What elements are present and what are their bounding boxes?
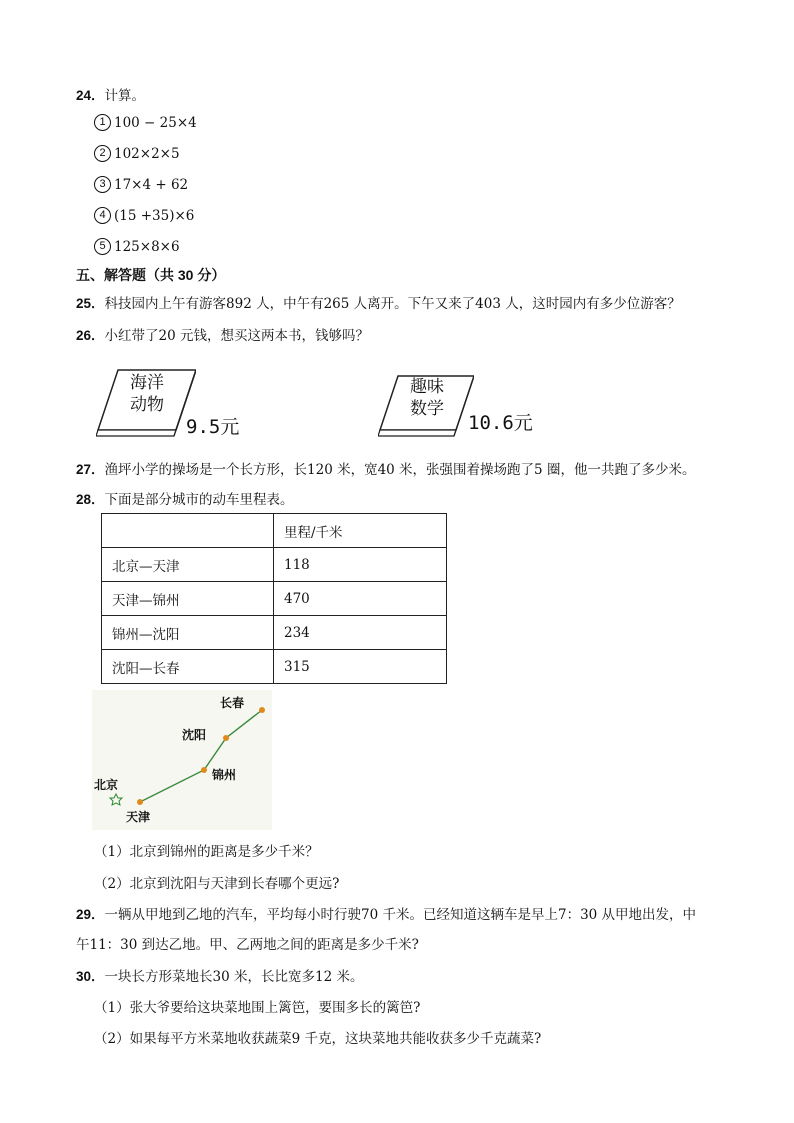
calc-expression: (15 +35)×6 (114, 207, 195, 224)
table-row (102, 650, 447, 684)
table-cell (102, 514, 274, 548)
map-label-tianjin: 天津 (126, 810, 151, 824)
calc-item-3 (94, 176, 188, 193)
table-cell: 北京—天津 (102, 548, 274, 582)
table-cell: 470 (274, 582, 447, 616)
question-number: 29． (76, 907, 105, 922)
question-text: 下面是部分城市的动车里程表。 (104, 492, 294, 508)
calc-item-1 (94, 114, 197, 131)
table-cell: 315 (274, 650, 447, 684)
map-label-changchun: 长春 (220, 696, 245, 710)
question-30 (76, 965, 363, 985)
question-29 (76, 903, 696, 923)
book-title-line: 海洋 (130, 373, 164, 393)
table-cell: 沈阳—长春 (102, 650, 274, 684)
table-cell: 118 (274, 548, 447, 582)
circled-number: 1 (94, 114, 111, 131)
book-title-line: 动物 (130, 395, 164, 415)
book-ocean-animals (96, 362, 256, 442)
book-title-line: 数学 (410, 399, 444, 419)
calc-item-5 (94, 238, 180, 255)
subquestion: （1）张大爷要给这块菜地围上篱笆，要围多长的篱笆? (94, 1000, 421, 1016)
map-label-beijing: 北京 (94, 778, 119, 792)
question-25 (76, 292, 681, 312)
map-label-shenyang: 沈阳 (182, 728, 207, 742)
question-text: 计算。 (104, 88, 146, 104)
railway-map (92, 690, 272, 830)
question-text: 一块长方形菜地长30 米，长比宽多12 米。 (104, 969, 364, 985)
railway-route (92, 690, 272, 830)
subquestion: （2）如果每平方米菜地收获蔬菜9 千克，这块菜地共能收获多少千克蔬菜? (94, 1031, 542, 1047)
section-heading: 五、解答题（共 30 分） (76, 267, 226, 283)
question-28 (76, 488, 294, 508)
book-title-line: 趣味 (410, 377, 444, 397)
question-text: 渔坪小学的操场是一个长方形，长120 米，宽40 米，张强围着操场跑了5 圈，他一共跑了多少米。 (104, 462, 696, 478)
table-row (102, 616, 447, 650)
subquestion: （1）北京到锦州的距离是多少千米？ (94, 844, 319, 860)
table-row (102, 582, 447, 616)
table-header-row (102, 514, 447, 548)
question-number: 24． (76, 88, 105, 103)
table-cell: 234 (274, 616, 447, 650)
book-price: 10.6元 (468, 412, 533, 434)
question-text: 科技园内上午有游客892 人，中午有265 人离开。下午又来了403 人，这时园内有多少位游客？ (104, 296, 681, 312)
question-number: 28． (76, 492, 105, 507)
calc-item-2 (94, 145, 180, 162)
table-cell: 天津—锦州 (102, 582, 274, 616)
calc-item-4 (94, 207, 194, 224)
question-number: 25． (76, 296, 105, 311)
book-fun-math (378, 372, 558, 442)
question-24 (76, 84, 145, 104)
map-label-jinzhou: 锦州 (212, 768, 237, 782)
circled-number: 5 (94, 238, 111, 255)
question-text: 一辆从甲地到乙地的汽车，平均每小时行驶70 千米。已经知道这辆车是早上7：30 从甲地出发，中 (104, 907, 697, 923)
book-title (400, 376, 454, 420)
calc-expression: 17×4 + 62 (114, 176, 189, 193)
question-text: 小红带了20 元钱，想买这两本书，钱够吗？ (104, 328, 370, 344)
book-title (122, 372, 172, 416)
question-27 (76, 458, 695, 478)
table-cell: 里程/千米 (274, 514, 447, 548)
question-number: 27． (76, 462, 105, 477)
circled-number: 3 (94, 176, 111, 193)
question-number: 26． (76, 328, 105, 343)
subquestion: （2）北京到沈阳与天津到长春哪个更远? (94, 876, 340, 892)
calc-expression: 100 − 25×4 (114, 114, 197, 131)
calc-expression: 102×2×5 (114, 145, 180, 162)
circled-number: 4 (94, 207, 111, 224)
book-price: 9.5元 (186, 416, 240, 438)
calc-expression: 125×8×6 (114, 238, 180, 255)
question-26 (76, 324, 369, 344)
circled-number: 2 (94, 145, 111, 162)
question-number: 30． (76, 969, 105, 984)
question-text-continued: 午11：30 到达乙地。甲、乙两地之间的距离是多少千米? (76, 937, 419, 953)
table-row (102, 548, 447, 582)
mileage-table (101, 513, 447, 684)
table-cell: 锦州—沈阳 (102, 616, 274, 650)
